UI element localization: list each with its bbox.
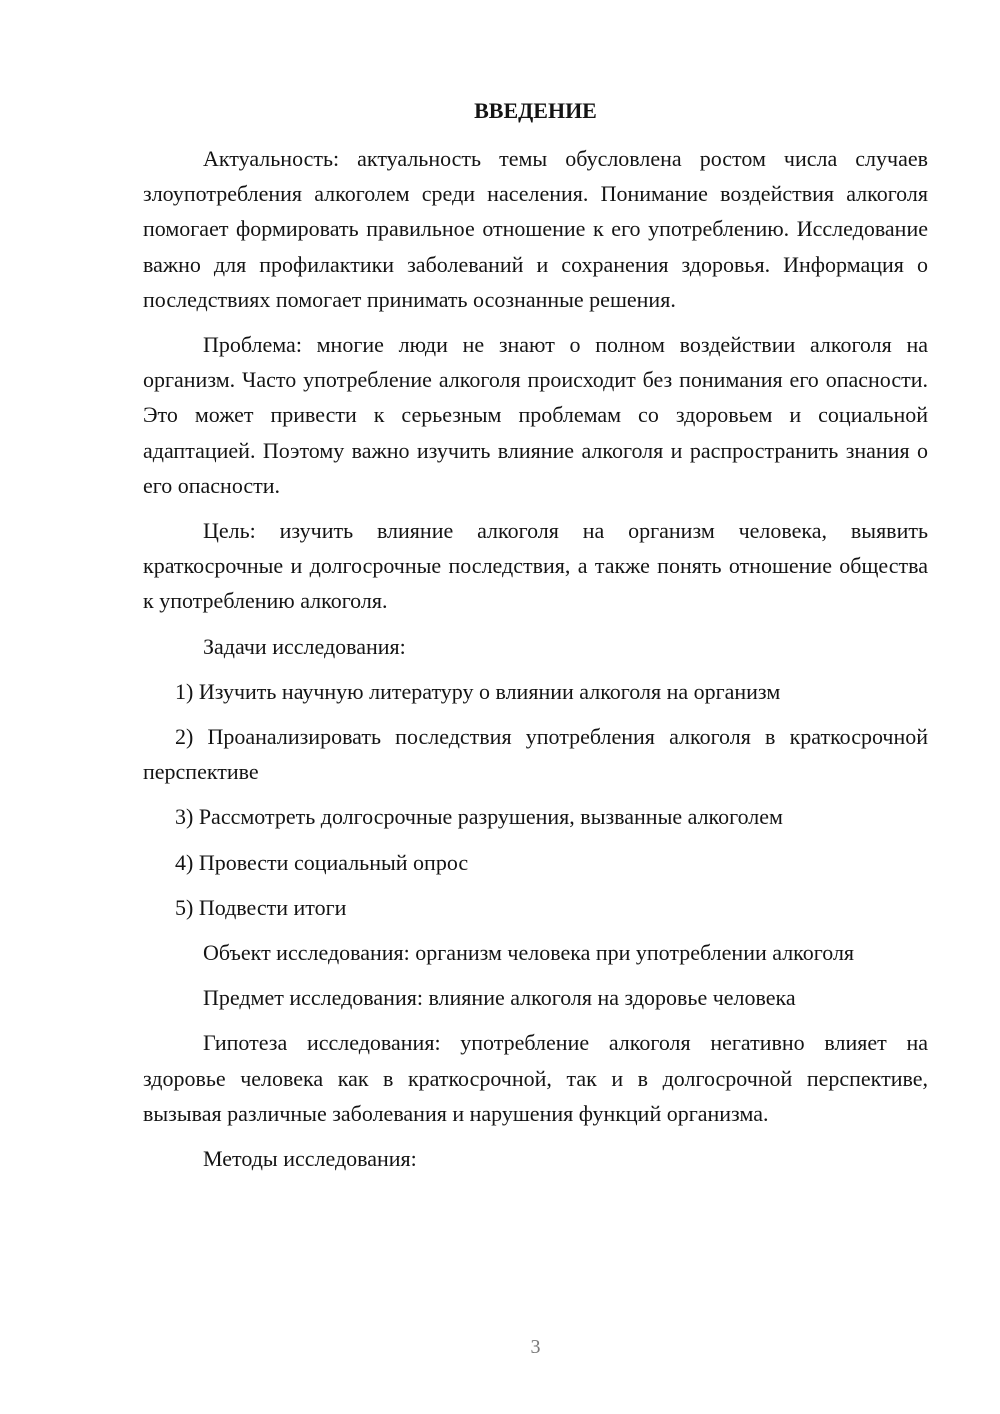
task-item-4: 4) Провести социальный опрос: [175, 849, 469, 875]
task-item-5: 5) Подвести итоги: [175, 894, 347, 920]
problem-paragraph: Проблема: многие люди не знают о полном воздействии алкоголя на организм. Часто употребление алкоголя происходит без понимания его опасности. Это может привести к серьезным проблемам со здоровьем и социальной адаптацией. Поэтому важно изучить влияние алкоголя и распространить знания о его опасности.: [143, 332, 928, 498]
relevance-paragraph: Актуальность: актуальность темы обусловлена ростом числа случаев злоупотребления алкоголем среди населения. Понимание воздействия алкоголя помогает формировать правильное отношение к его употреблению. Исследование важно для профилактики заболеваний и сохранения здоровья. Информация о последствиях помогает принимать осознанные решения.: [143, 146, 928, 312]
tasks-label: Задачи исследования:: [203, 633, 406, 659]
object-paragraph: Объект исследования: организм человека при употреблении алкоголя: [203, 940, 855, 966]
hypothesis-paragraph: Гипотеза исследования: употребление алкоголя негативно влияет на здоровье человека как в краткосрочной, так и в долгосрочной перспективе, вызывая различные заболевания и нарушения функций организма.: [143, 1030, 928, 1126]
document-body: [143, 141, 928, 1186]
task-item-1: 1) Изучить научную литературу о влиянии алкоголя на организм: [175, 678, 781, 704]
page-title: ВВЕДЕНИЕ: [474, 98, 597, 123]
methods-label: Методы исследования:: [203, 1146, 417, 1172]
subject-paragraph: Предмет исследования: влияние алкоголя на здоровье человека: [203, 985, 796, 1011]
task-item-2: 2) Проанализировать последствия употребления алкоголя в краткосрочной перспективе: [143, 724, 928, 785]
page-number: 3: [530, 1336, 541, 1358]
goal-paragraph: Цель: изучить влияние алкоголя на организм человека, выявить краткосрочные и долгосрочные последствия, а также понять отношение общества к употреблению алкоголя.: [143, 518, 928, 614]
document-page: [143, 0, 928, 1414]
task-item-3: 3) Рассмотреть долгосрочные разрушения, вызванные алкоголем: [175, 804, 783, 830]
